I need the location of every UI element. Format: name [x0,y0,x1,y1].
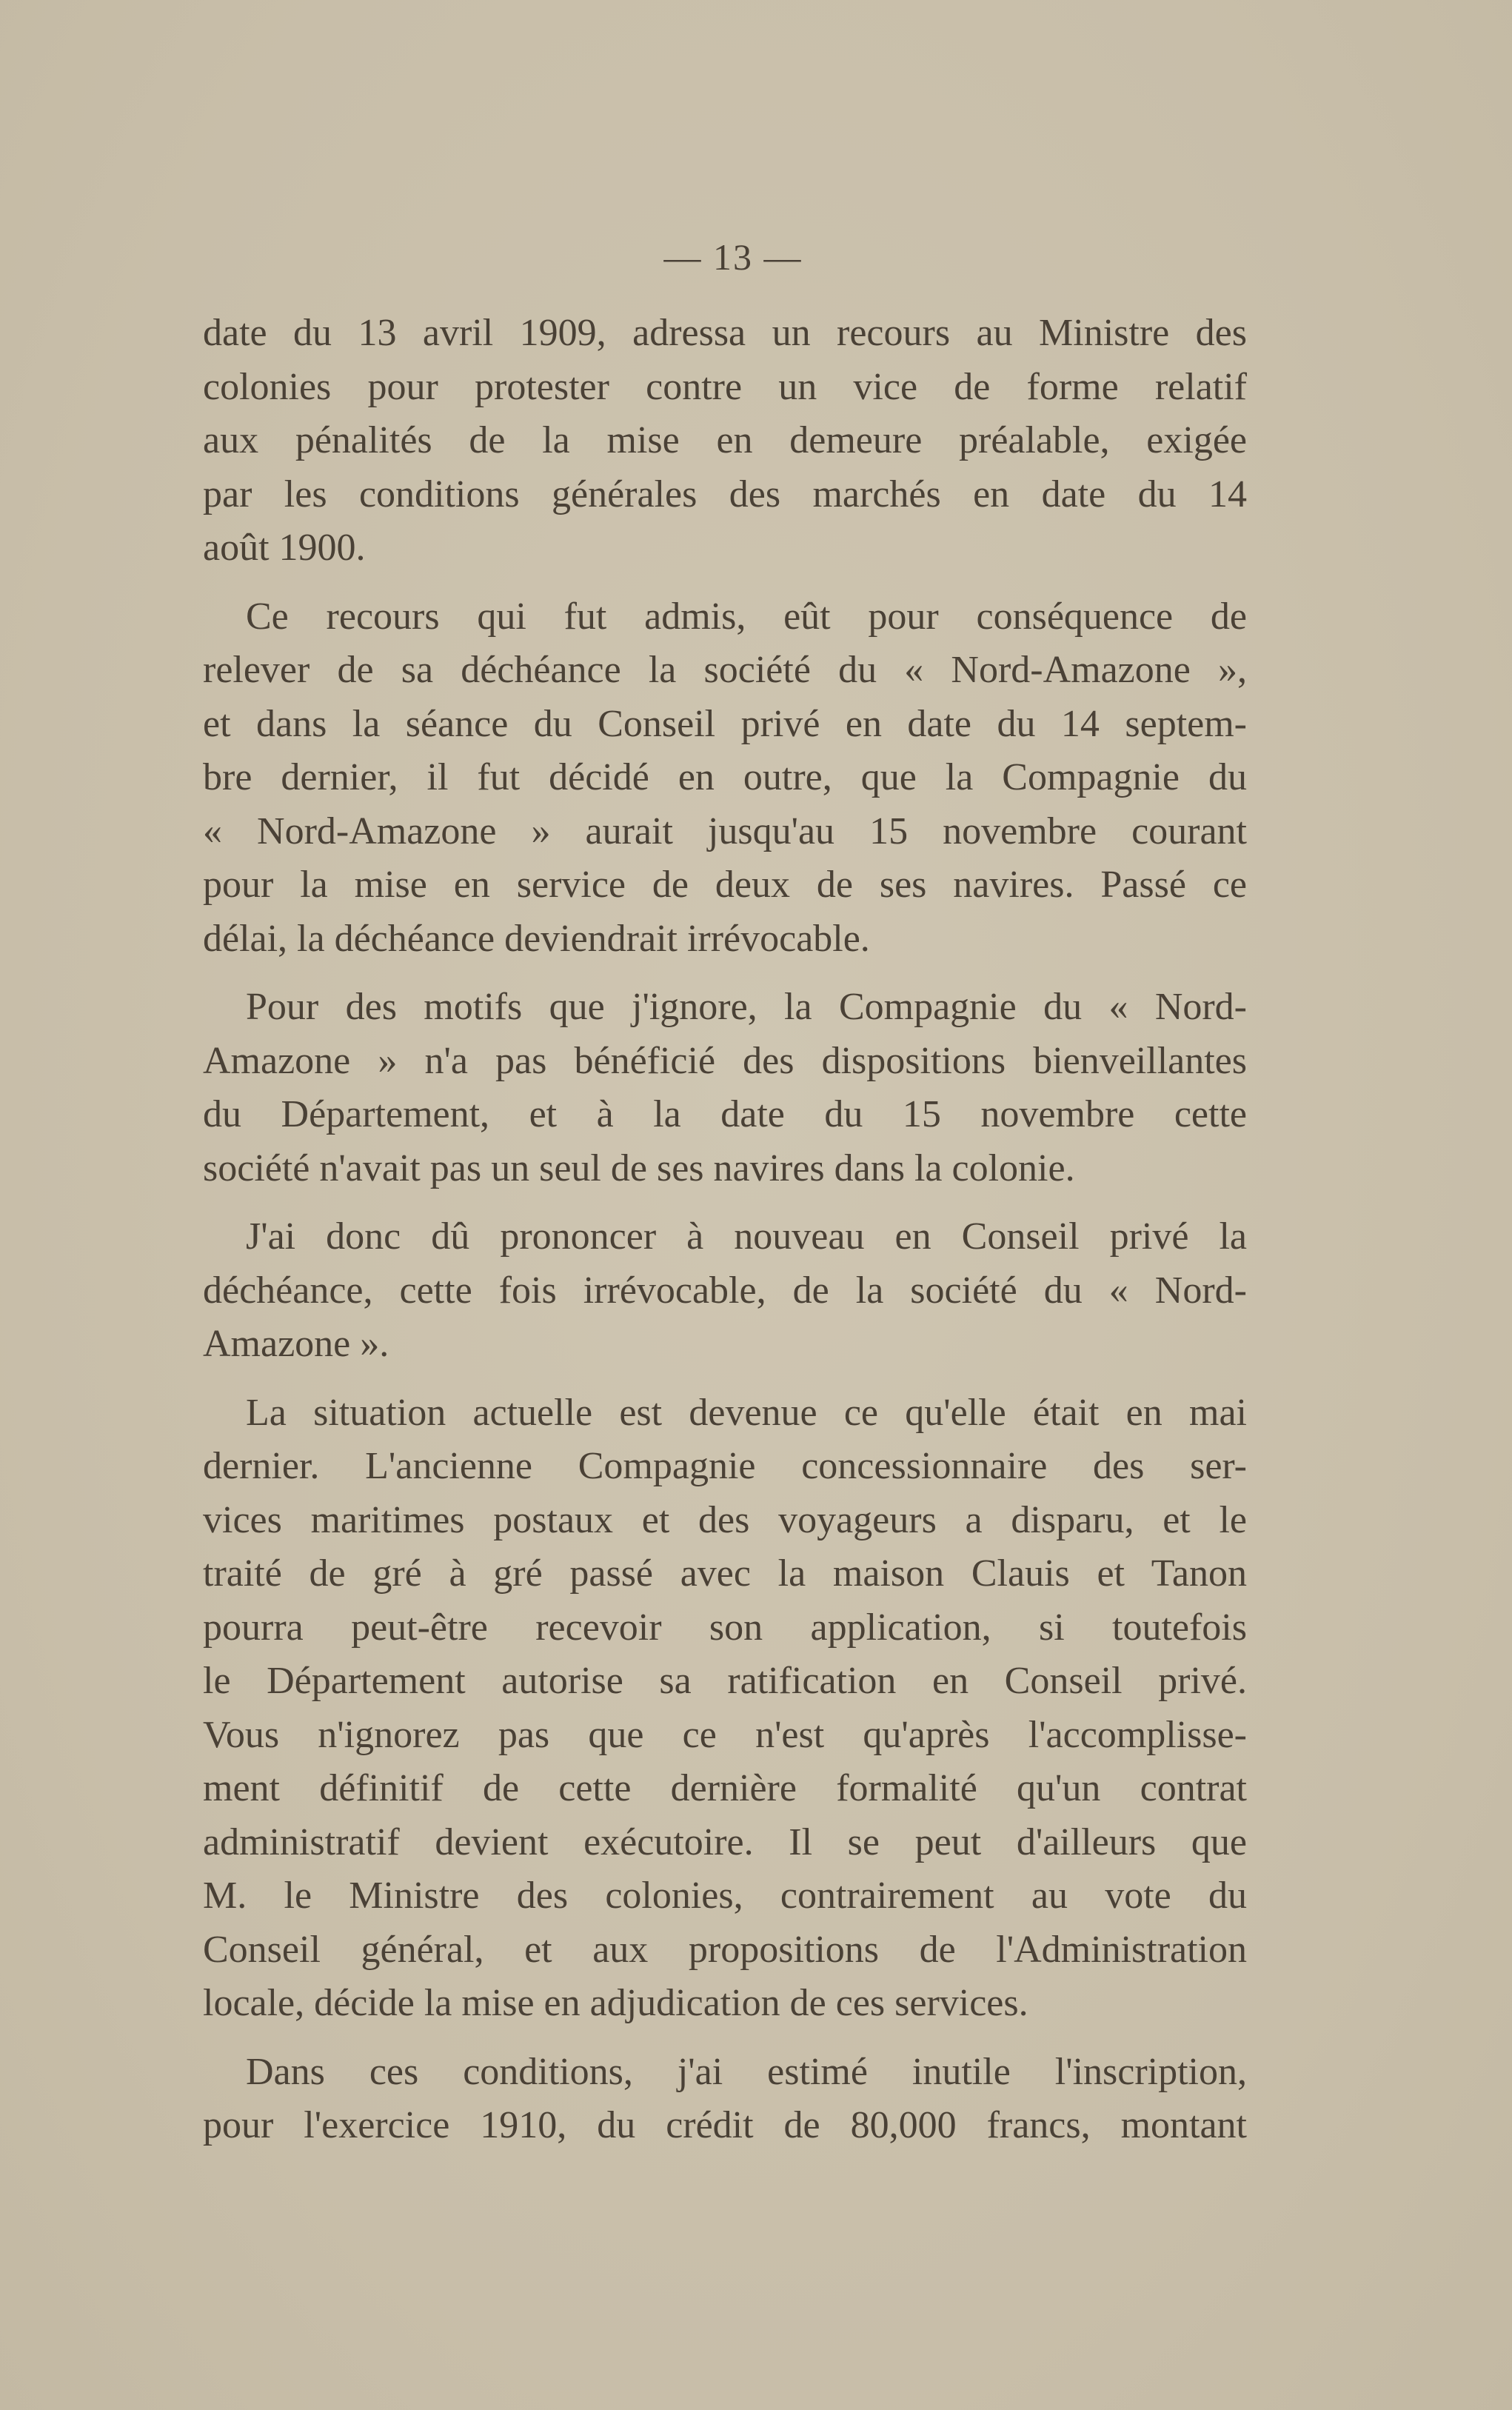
text-line: du Département, et à la date du 15 novembre cette [203,1093,1247,1135]
paragraph [203,590,1247,967]
text-line: locale, décide la mise en adjudication de ces services. [203,1982,1028,2024]
paragraph [203,2046,1247,2153]
text-line: aux pénalités de la mise en demeure préalable, exigée [203,419,1247,461]
text-line: société n'avait pas un seul de ses navires dans la colonie. [203,1146,1075,1189]
page-number: — 13 — [663,236,803,278]
text-line: administratif devient exécutoire. Il se peut d'ailleurs que [203,1820,1247,1863]
text-line: délai, la déchéance deviendrait irrévocable. [203,917,870,960]
paragraph [203,981,1247,1195]
text-line: date du 13 avril 1909, adressa un recours au Ministre des [203,312,1247,354]
text-line: J'ai donc dû prononcer à nouveau en Conseil privé la [246,1215,1247,1258]
text-line: par les conditions générales des marchés en date du 14 [203,473,1247,515]
text-line: Dans ces conditions, j'ai estimé inutile l'inscription, [246,2050,1247,2093]
text-line: ment définitif de cette dernière formalité qu'un contrat [203,1767,1247,1809]
text-line: pour la mise en service de deux de ses navires. Passé ce [203,864,1247,906]
body-text [203,307,1247,2153]
text-line: vices maritimes postaux et des voyageurs a disparu, et le [203,1498,1247,1541]
text-line: Pour des motifs que j'ignore, la Compagnie du « Nord- [246,986,1247,1028]
text-line: Ce recours qui fut admis, eût pour conséquence de [246,595,1247,638]
text-line: Vous n'ignorez pas que ce n'est qu'après l'accomplisse- [203,1713,1247,1756]
text-line: « Nord-Amazone » aurait jusqu'au 15 novembre courant [203,810,1247,852]
text-line: bre dernier, il fut décidé en outre, que la Compagnie du [203,756,1247,798]
paragraph [203,1386,1247,2031]
text-line: Amazone ». [203,1323,389,1365]
text-line: Amazone » n'a pas bénéficié des dispositions bienveillantes [203,1039,1247,1082]
text-line: M. le Ministre des colonies, contrairement au vote du [203,1875,1247,1917]
paragraph [203,1210,1247,1372]
text-line: pour l'exercice 1910, du crédit de 80,000 francs, montant [203,2104,1247,2146]
text-line: pourra peut-être recevoir son application, si toutefois [203,1606,1247,1649]
text-line: et dans la séance du Conseil privé en date du 14 septem- [203,702,1247,745]
text-line: août 1900. [203,527,366,569]
text-line: colonies pour protester contre un vice de forme relatif [203,365,1247,408]
text-line: déchéance, cette fois irrévocable, de la société du « Nord- [203,1269,1247,1312]
text-line: dernier. L'ancienne Compagnie concessionnaire des ser- [203,1445,1247,1487]
paragraph [203,307,1247,575]
text-line: le Département autorise sa ratification en Conseil privé. [203,1660,1247,1702]
text-line: La situation actuelle est devenue ce qu'elle était en mai [246,1391,1247,1434]
text-line: traité de gré à gré passé avec la maison Clauis et Tanon [203,1552,1247,1595]
text-line: relever de sa déchéance la société du « Nord-Amazone », [203,649,1247,691]
text-line: Conseil général, et aux propositions de l'Administration [203,1928,1247,1971]
